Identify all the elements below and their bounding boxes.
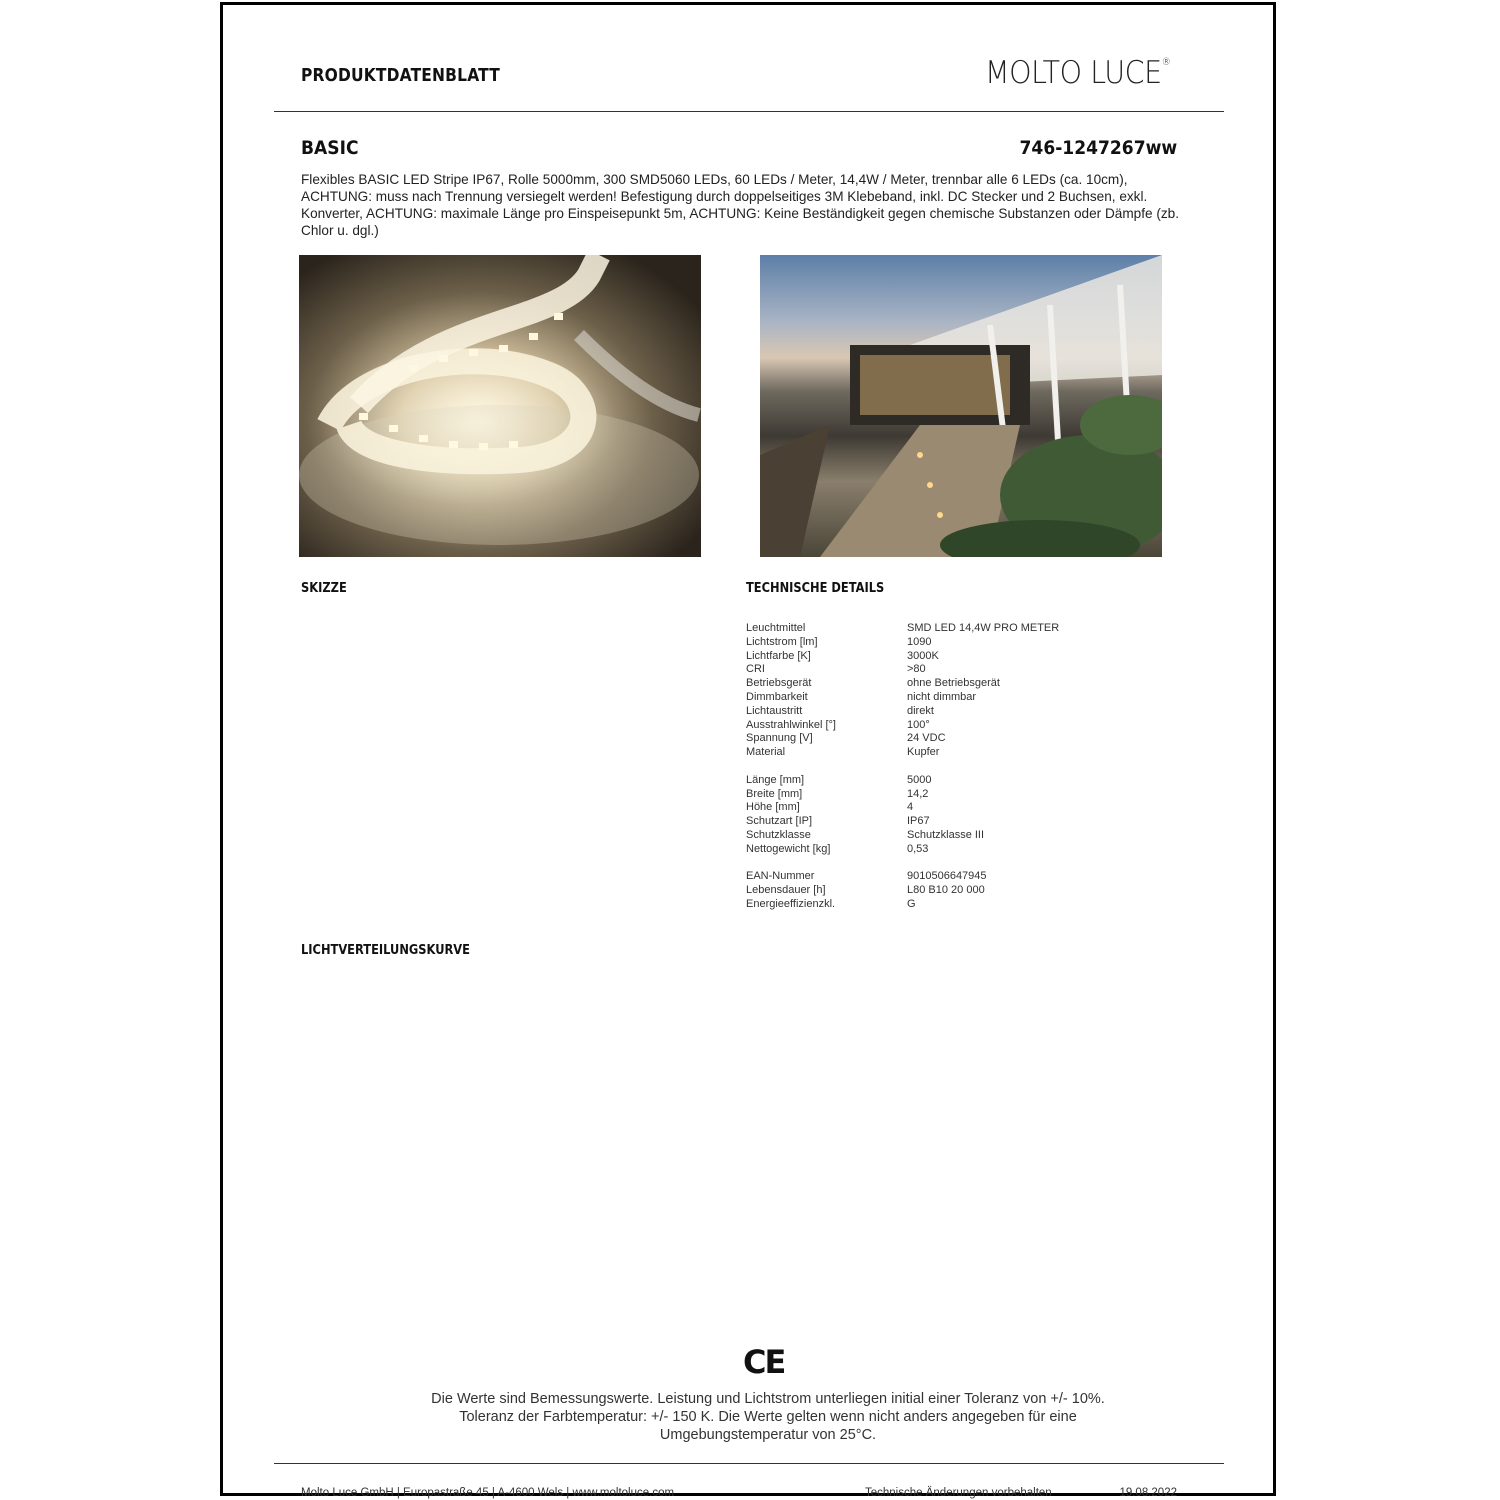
spec-value: 3000K [907,649,939,662]
tolerance-note-line: Umgebungstemperatur von 25°C. [659,1427,877,1443]
spec-row [746,663,1059,677]
spec-label: EAN-Nummer [746,870,815,883]
article-number: 746-1247267ww [1019,137,1177,159]
spec-label: Schutzart [IP] [746,815,813,828]
spec-value: 4 [907,801,914,814]
product-description: Flexibles BASIC LED Stripe IP67, Rolle 5000mm, 300 SMD5060 LEDs, 60 LEDs / Meter, 14,4W / Meter, trennbar alle 6 LEDs (ca. 10cm), ACHTUNG: muss nach Trennung versiegelt werden! Befestigung durch doppelseitiges 3M Klebeband, inkl. DC Stecker und 2 Buchsen, exkl. Konverter, ACHTUNG: maximale Länge pro Einspeisepunkt 5m, ACHTUNG: Keine Beständigkeit gegen chemische Substanzen oder Dämpfe (zb. Chlor u. dgl.) [301,172,1179,238]
spec-row [746,843,1059,857]
spec-value: direkt [907,704,934,717]
spec-value: IP67 [907,815,930,828]
spec-value: 24 VDC [907,732,946,745]
led-strip-illustration [299,255,701,557]
spec-row [746,622,1059,636]
spec-row [746,650,1059,664]
spec-row [746,774,1059,788]
spec-value: 9010506647945 [907,870,987,883]
product-photo-led-strip [299,255,701,557]
section-heading-sketch: SKIZZE [301,581,347,596]
spec-value: 14,2 [907,787,929,800]
spec-label: Betriebsgerät [746,677,812,690]
spec-label: Lichtstrom [lm] [746,635,818,648]
spec-row [746,870,1059,884]
spec-label: Lichtfarbe [K] [746,649,811,662]
spec-label: Spannung [V] [746,732,813,745]
brand-logo [985,55,1170,91]
spec-row [746,746,1059,760]
section-heading-light-distribution: LICHTVERTEILUNGSKURVE [301,943,470,958]
spec-label: Material [746,746,786,759]
spec-value: ohne Betriebsgerät [907,677,1000,690]
company-address: Molto Luce GmbH | Europastraße 45 | A-4600 Wels | www.moltoluce.com [301,1487,675,1499]
spec-value: L80 B10 20 000 [907,884,985,897]
spec-label: CRI [746,663,765,676]
tolerance-note-line: Toleranz der Farbtemperatur: +/- 150 K. Die Werte gelten wenn nicht anders angegeben für eine [459,1409,1077,1425]
spec-label: Schutzklasse [746,828,811,841]
spec-value: 5000 [907,773,932,786]
ambience-photo-terrace [760,255,1162,557]
spec-value: 100° [907,718,930,731]
spec-label: Ausstrahlwinkel [°] [746,718,836,731]
spec-row [746,732,1059,746]
registered-mark: ® [1161,57,1171,68]
spec-label: Dimmbarkeit [746,690,808,703]
spec-row [746,898,1059,912]
datasheet-page [220,2,1276,1499]
spec-label: Länge [mm] [746,773,805,786]
product-name: BASIC [301,137,359,159]
document-date: 19.08.2022 [1119,1487,1177,1499]
tolerance-note-line: Die Werte sind Bemessungswerte. Leistung und Lichtstrom unterliegen initial einer Toleranz von +/- 10%. [431,1391,1105,1407]
spec-value: nicht dimmbar [907,690,977,703]
spec-label: Leuchtmittel [746,622,806,634]
footer-disclaimer: Technische Änderungen vorbehalten [865,1487,1052,1499]
section-heading-technical-details: TECHNISCHE DETAILS [746,581,885,596]
spec-value: 1090 [907,635,932,648]
document-type-label: PRODUKTDATENBLATT [301,65,500,86]
spec-group-identification [746,870,1059,911]
spec-group-lighting [746,622,1059,760]
footer-divider [274,1463,1224,1464]
spec-row [746,815,1059,829]
spec-row [746,636,1059,650]
spec-value: Schutzklasse III [907,828,985,841]
spec-group-dimensions [746,774,1059,857]
spec-row [746,719,1059,733]
spec-row [746,705,1059,719]
ce-mark-icon: CE [743,1343,785,1381]
spec-table [746,622,1059,926]
spec-value: Kupfer [907,746,940,759]
brand-name: MOLTO LUCE [985,55,1162,91]
header-divider [274,111,1224,112]
spec-label: Lebensdauer [h] [746,884,826,897]
spec-row [746,829,1059,843]
spec-row [746,801,1059,815]
spec-label: Lichtaustritt [746,704,803,717]
spec-label: Breite [mm] [746,787,803,800]
spec-label: Höhe [mm] [746,801,800,814]
spec-value: >80 [907,663,926,676]
tolerance-note [353,1390,1183,1444]
spec-value: SMD LED 14,4W PRO METER [907,622,1060,634]
spec-row [746,677,1059,691]
spec-value: G [907,897,916,910]
spec-value: 0,53 [907,842,929,855]
spec-label: Energieeffizienzkl. [746,897,836,910]
spec-row [746,691,1059,705]
spec-label: Nettogewicht [kg] [746,842,831,855]
spec-row [746,884,1059,898]
terrace-illustration [760,255,1162,557]
spec-row [746,788,1059,802]
